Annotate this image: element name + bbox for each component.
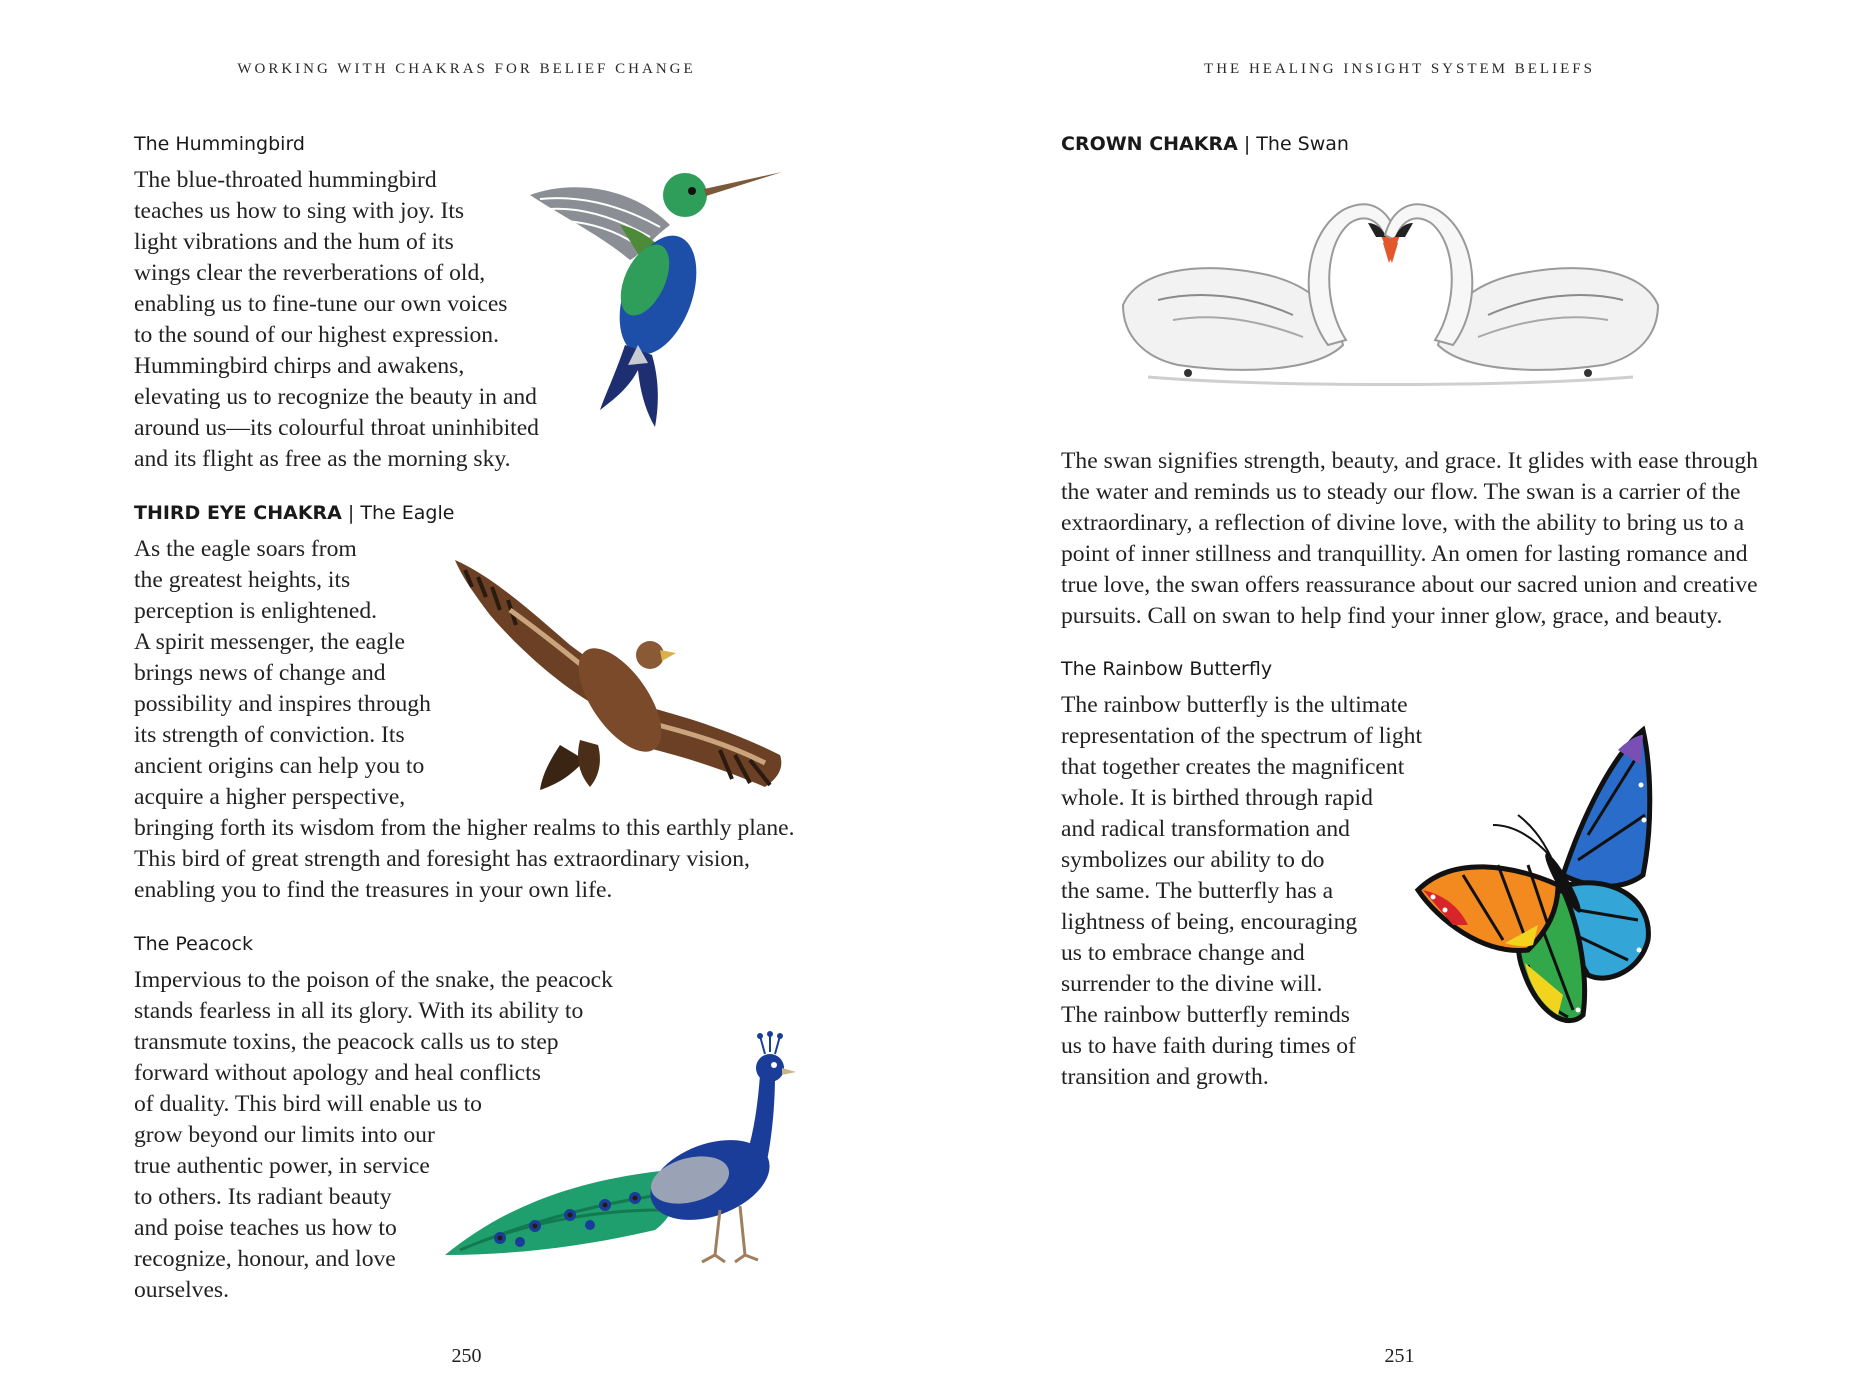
- butterfly-paragraph: [1061, 690, 1422, 1093]
- text-line: recognize, honour, and love: [134, 1246, 396, 1272]
- peacock-illustration: [440, 1030, 820, 1270]
- text-line: The rainbow butterfly reminds: [1061, 1002, 1350, 1028]
- text-line: enabling you to find the treasures in your own life.: [134, 877, 613, 903]
- page-number-right: 251: [1384, 1345, 1415, 1367]
- text-line: A spirit messenger, the eagle: [134, 629, 405, 655]
- text-line: teaches us how to sing with joy. Its: [134, 198, 465, 224]
- swan-paragraph: [1061, 446, 1758, 632]
- page-number-left: 250: [451, 1345, 482, 1367]
- text-line: true love, the swan offers reassurance about our sacred union and creative: [1061, 572, 1758, 598]
- hummingbird-paragraph: [134, 165, 539, 475]
- text-line: light vibrations and the hum of its: [134, 229, 454, 255]
- hummingbird-heading: The Hummingbird: [134, 133, 305, 155]
- right-page: [933, 0, 1866, 1400]
- butterfly-illustration: [1413, 725, 1653, 1030]
- text-line: symbolizes our ability to do: [1061, 847, 1325, 873]
- text-line: perception is enlightened.: [134, 598, 378, 624]
- text-line: wings clear the reverberations of old,: [134, 260, 486, 286]
- animal-label: | The Swan: [1237, 133, 1349, 155]
- swan-heading: [1061, 133, 1349, 155]
- text-line: of duality. This bird will enable us to: [134, 1091, 482, 1117]
- text-line: whole. It is birthed through rapid: [1061, 785, 1373, 811]
- text-line: its strength of conviction. Its: [134, 722, 405, 748]
- animal-label: | The Eagle: [341, 502, 455, 524]
- text-line: and poise teaches us how to: [134, 1215, 397, 1241]
- swan-illustration: [1118, 195, 1663, 395]
- text-line: the water and reminds us to steady our flow. The swan is a carrier of the: [1061, 479, 1741, 505]
- text-line: ourselves.: [134, 1277, 230, 1303]
- hummingbird-illustration: [520, 165, 790, 430]
- eagle-heading: [134, 502, 454, 524]
- text-line: possibility and inspires through: [134, 691, 431, 717]
- running-head-right: THE HEALING INSIGHT SYSTEM BELIEFS: [1204, 61, 1595, 77]
- text-line: transition and growth.: [1061, 1064, 1269, 1090]
- text-line: The blue-throated hummingbird: [134, 167, 437, 193]
- text-line: brings news of change and: [134, 660, 386, 686]
- text-line: extraordinary, a reflection of divine love, with the ability to bring us to a: [1061, 510, 1745, 536]
- text-line: This bird of great strength and foresight has extraordinary vision,: [134, 846, 750, 872]
- text-line: transmute toxins, the peacock calls us to step: [134, 1029, 559, 1055]
- text-line: bringing forth its wisdom from the higher realms to this earthly plane.: [134, 815, 795, 841]
- text-line: acquire a higher perspective,: [134, 784, 406, 810]
- butterfly-heading: The Rainbow Butterfly: [1061, 658, 1273, 680]
- chakra-label: CROWN CHAKRA: [1061, 133, 1238, 155]
- text-line: enabling us to fine-tune our own voices: [134, 291, 508, 317]
- text-line: and radical transformation and: [1061, 816, 1350, 842]
- text-line: Hummingbird chirps and awakens,: [134, 353, 465, 379]
- text-line: elevating us to recognize the beauty in and: [134, 384, 537, 410]
- peacock-heading: The Peacock: [134, 933, 254, 955]
- text-line: to others. Its radiant beauty: [134, 1184, 392, 1210]
- text-line: grow beyond our limits into our: [134, 1122, 435, 1148]
- text-line: to the sound of our highest expression.: [134, 322, 500, 348]
- text-line: true authentic power, in service: [134, 1153, 430, 1179]
- text-line: Impervious to the poison of the snake, the peacock: [134, 967, 613, 993]
- text-line: pursuits. Call on swan to help find your inner glow, grace, and beauty.: [1061, 603, 1723, 629]
- eagle-illustration: [450, 555, 795, 795]
- text-line: the same. The butterfly has a: [1061, 878, 1334, 904]
- running-head-left: WORKING WITH CHAKRAS FOR BELIEF CHANGE: [237, 61, 696, 77]
- text-line: representation of the spectrum of light: [1061, 723, 1423, 749]
- chakra-label: THIRD EYE CHAKRA: [134, 502, 342, 524]
- text-line: around us—its colourful throat uninhibited: [134, 415, 539, 441]
- text-line: the greatest heights, its: [134, 567, 351, 593]
- text-line: The swan signifies strength, beauty, and grace. It glides with ease through: [1061, 448, 1758, 474]
- text-line: ancient origins can help you to: [134, 753, 425, 779]
- text-line: point of inner stillness and tranquillity. An omen for lasting romance and: [1061, 541, 1748, 567]
- text-line: us to embrace change and: [1061, 940, 1305, 966]
- text-line: The rainbow butterfly is the ultimate: [1061, 692, 1408, 718]
- text-line: that together creates the magnificent: [1061, 754, 1405, 780]
- text-line: forward without apology and heal conflicts: [134, 1060, 541, 1086]
- text-line: As the eagle soars from: [134, 536, 357, 562]
- text-line: us to have faith during times of: [1061, 1033, 1356, 1059]
- text-line: surrender to the divine will.: [1061, 971, 1323, 997]
- text-line: stands fearless in all its glory. With its ability to: [134, 998, 584, 1024]
- text-line: lightness of being, encouraging: [1061, 909, 1358, 935]
- text-line: and its flight as free as the morning sky.: [134, 446, 511, 472]
